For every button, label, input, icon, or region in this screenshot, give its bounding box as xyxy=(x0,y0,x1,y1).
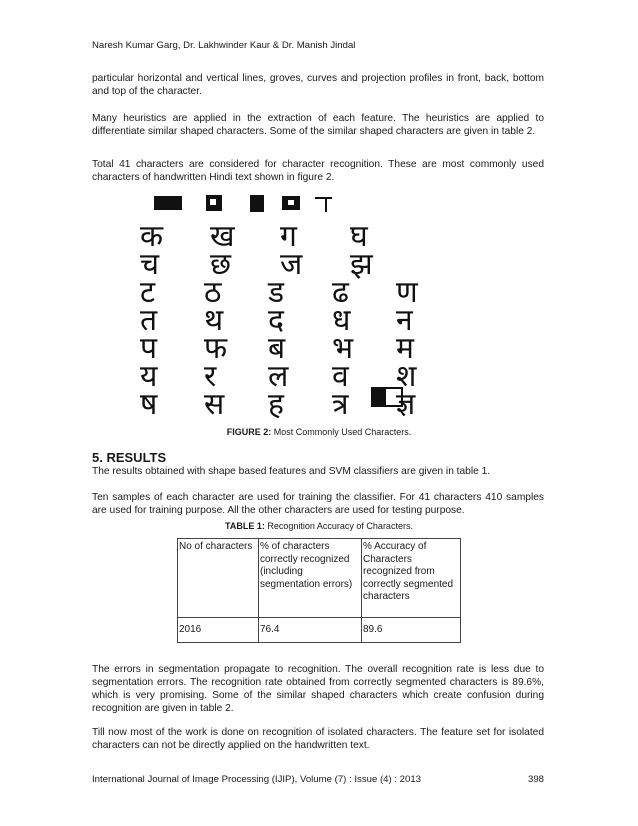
character-glyph: म xyxy=(396,331,414,366)
paragraph-2: Many heuristics are applied in the extraction of each feature. The heuristics are applied to differentiate similar shaped characters. Some of the similar shaped characters are given in table 2. xyxy=(92,113,544,137)
character-glyph: ज्ञ xyxy=(396,387,416,418)
character-glyph: प xyxy=(140,331,158,366)
character-glyph: ष xyxy=(140,387,158,418)
character-glyph: न xyxy=(396,303,413,338)
character-glyph: ट xyxy=(140,275,156,310)
handwritten-characters-image xyxy=(110,186,450,418)
character-glyph: भ xyxy=(332,331,354,366)
figure-caption-text: Most Commonly Used Characters. xyxy=(271,427,412,437)
character-glyph: स xyxy=(204,387,225,418)
page-number: 398 xyxy=(527,774,544,785)
character-glyph: च xyxy=(140,247,160,282)
figure-2-character-samples xyxy=(110,186,450,418)
header-cell: No of characters xyxy=(178,539,259,618)
character-glyph: त xyxy=(140,303,158,338)
table-caption xyxy=(0,521,638,531)
character-glyph: व xyxy=(332,359,349,394)
figure-caption xyxy=(0,427,638,437)
paragraph-6: The errors in segmentation propagate to recognition. The overall recognition rate is less due to segmentation errors. The recognition rate obtained from correctly segmented characters is 89.6%, which is very promising. Some of the similar shaped characters which create confusion during recognition are given in table 2. xyxy=(92,664,544,714)
figure-caption-label: FIGURE 2: xyxy=(226,427,272,437)
noisy-glyph-block xyxy=(250,195,264,212)
paragraph-5: Ten samples of each character are used for training the classifier. For 41 characters 410 samples are used for training purpose. All the other characters are used for testing purpose. xyxy=(92,492,544,516)
character-glyph: य xyxy=(140,359,158,394)
table-caption-label: TABLE 1: xyxy=(225,521,265,531)
character-glyph: ज xyxy=(280,247,303,282)
character-glyph: घ xyxy=(350,219,368,254)
character-glyph: ड xyxy=(268,275,285,310)
character-glyph: झ xyxy=(350,247,373,282)
character-glyph: ग xyxy=(280,219,297,254)
character-glyph: द xyxy=(268,303,284,338)
character-glyph: श xyxy=(396,359,417,394)
character-glyph: ध xyxy=(332,303,351,338)
character-glyph: ण xyxy=(396,275,418,310)
noisy-glyph-block xyxy=(372,388,386,406)
character-glyph: ब xyxy=(268,331,286,366)
table-cell: 76.4 xyxy=(259,618,362,643)
character-glyph: ह xyxy=(268,387,284,418)
table-caption-text: Recognition Accuracy of Characters. xyxy=(264,521,413,531)
character-glyph: फ xyxy=(204,331,228,366)
paragraph-1: particular horizontal and vertical lines, groves, curves and projection profiles in front, back, bottom and top of the character. xyxy=(92,73,544,97)
paragraph-3: Total 41 characters are considered for character recognition. These are most commonly used characters of handwritten Hindi text shown in figure 2. xyxy=(92,159,544,183)
character-glyph: थ xyxy=(204,303,224,338)
results-table xyxy=(177,538,461,643)
running-head: Naresh Kumar Garg, Dr. Lakhwinder Kaur & Dr. Manish Jindal xyxy=(92,40,356,51)
character-glyph: त्र xyxy=(332,387,349,418)
noisy-glyph-block xyxy=(154,196,182,210)
paragraph-4: The results obtained with shape based features and SVM classifiers are given in table 1. xyxy=(92,466,491,477)
character-glyph: ढ xyxy=(332,275,349,310)
table-cell: 2016 xyxy=(178,618,259,643)
header-cell: % of characters correctly recognized (including segmentation errors) xyxy=(259,539,362,618)
character-glyph: ल xyxy=(268,359,289,394)
table-cell: 89.6 xyxy=(362,618,461,643)
header-cell: % Accuracy of Characters recognized from correctly segmented characters xyxy=(362,539,461,618)
character-glyph: र xyxy=(204,359,217,394)
journal-citation: International Journal of Image Processing (IJIP), Volume (7) : Issue (4) : 2013 xyxy=(92,774,422,785)
paragraph-7: Till now most of the work is done on recognition of isolated characters. The feature set for isolated characters can not be directly applied on the handwritten text. xyxy=(92,727,544,751)
character-glyph: छ xyxy=(210,247,232,282)
page-footer xyxy=(92,774,544,785)
table-header-row xyxy=(178,539,461,618)
character-glyph: ख xyxy=(210,219,235,254)
section-heading: 5. RESULTS xyxy=(92,450,167,465)
character-glyph: क xyxy=(140,219,164,254)
glyph-stroke xyxy=(315,198,332,212)
character-glyph: ठ xyxy=(204,275,222,310)
table-row xyxy=(178,618,461,643)
